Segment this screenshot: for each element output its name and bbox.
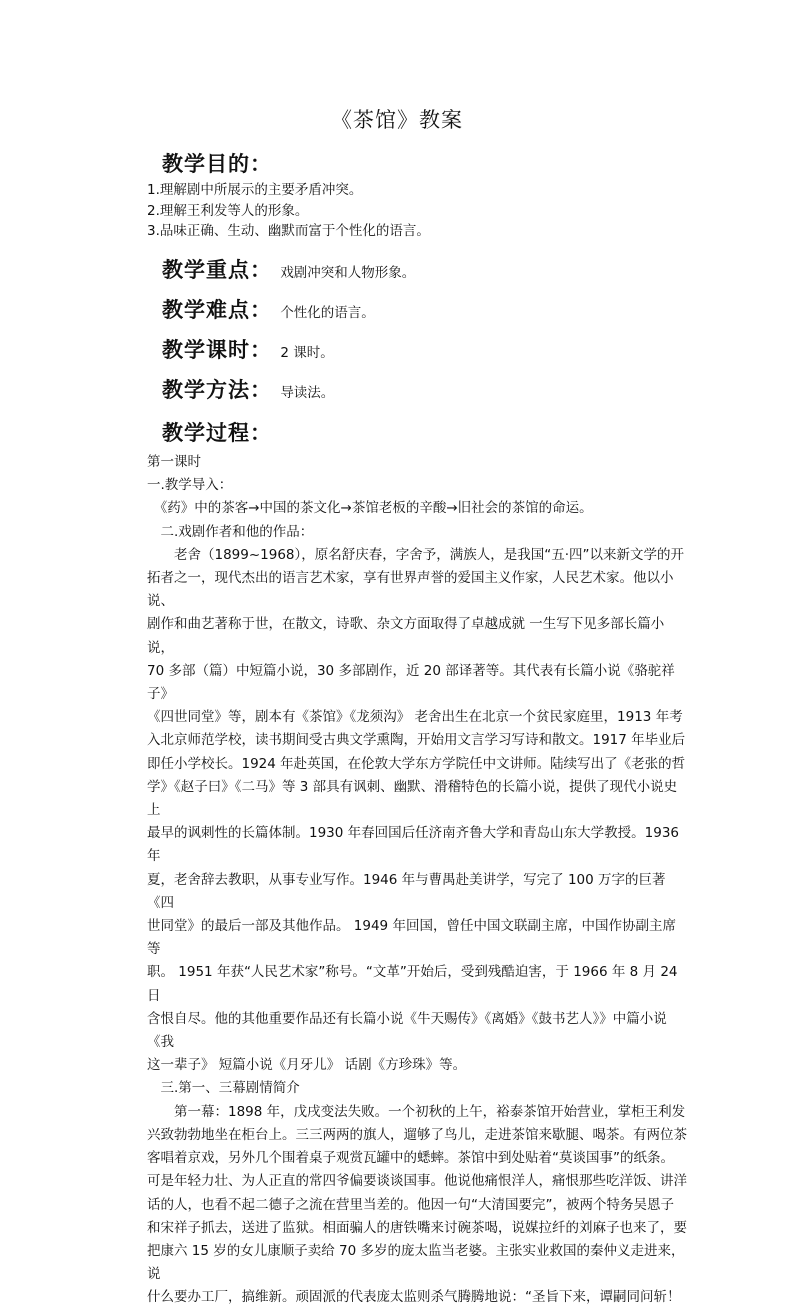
body-line: 三.第一、三幕剧情简介 bbox=[147, 1080, 300, 1097]
body-line: 夏，老舍辞去教职，从事专业写作。1946 年与曹禺赴美讲学，写完了 100 万字的巨著《四 bbox=[147, 871, 666, 911]
body-line: 把康六 15 岁的女儿康顺子卖给 70 多岁的庞太监当老婆。主张实业救国的秦仲义走进来，说 bbox=[147, 1242, 685, 1283]
focus-label: 教学重点： bbox=[162, 258, 272, 282]
body-line: 客唱着京戏，另外几个围着桌子观赏瓦罐中的蟋蟀。茶馆中到处贴着“莫谈国事”的纸条。 bbox=[147, 1150, 674, 1167]
body-line: 拓者之一，现代杰出的语言艺术家，享有世界声誉的爱国主义作家，人民艺术家。他以小说、 bbox=[147, 570, 674, 610]
page-title: 《茶馆》教案 bbox=[331, 108, 463, 132]
difficulty-label: 教学难点： bbox=[162, 298, 272, 322]
body-line: 最早的讽刺性的长篇体制。1930 年春回国后任济南齐鲁大学和青岛山东大学教授。1936 年 bbox=[147, 825, 680, 865]
body-line: 二.戏剧作者和他的作品： bbox=[147, 523, 314, 540]
body-line: 和宋祥子抓去，送进了监狱。相面骗人的唐铁嘴来讨碗茶喝，说媒拉纤的刘麻子也来了，要 bbox=[147, 1219, 687, 1236]
body-line: 即任小学校长。1924 年赴英国，在伦敦大学东方学院任中文讲师。陆续写出了《老张的哲 bbox=[147, 755, 686, 772]
body-line: 可是年轻力壮、为人正直的常四爷偏要谈谈国事。他说他痛恨洋人，痛恨那些吃洋饭、讲洋 bbox=[147, 1173, 687, 1190]
body-line: 什么要办工厂，搞维新。顽固派的代表庞太监则杀气腾腾地说：“圣旨下来，谭嗣同问斩！ bbox=[147, 1289, 681, 1306]
body-line: 老舍（1899~1968），原名舒庆春，字舍予，满族人，是我国“五·四”以来新文学的开 bbox=[147, 546, 685, 563]
body-line: 含恨自尽。他的其他重要作品还有长篇小说《牛天赐传》《离婚》《鼓书艺人》》中篇小说《我 bbox=[147, 1010, 667, 1051]
method-label: 教学方法： bbox=[162, 378, 272, 402]
body-line: 职。 1951 年获“人民艺术家”称号。“文革”开始后，受到残酷迫害，于 1966 年 8 月 24 日 bbox=[147, 964, 678, 1004]
body-line: 剧作和曲艺著称于世，在散文，诗歌、杂文方面取得了卓越成就 一生写下见多部长篇小说， bbox=[147, 616, 665, 656]
body-line: 兴致勃勃地坐在柜台上。三三两两的旗人，遛够了鸟儿，走进茶馆来歇腿、喝茶。有两位茶 bbox=[147, 1126, 687, 1143]
objectives-list bbox=[147, 180, 430, 242]
body-line: 70 多部（篇）中短篇小说，30 多部剧作，近 20 部译著等。其代表有长篇小说《骆驼祥子》 bbox=[147, 662, 675, 703]
focus-value: 戏剧冲突和人物形象。 bbox=[280, 265, 416, 281]
body-line: 《药》中的茶客→中国的茶文化→茶馆老板的辛酸→旧社会的茶馆的命运。 bbox=[147, 500, 593, 517]
hours-value: 2 课时。 bbox=[280, 345, 334, 361]
method-row bbox=[162, 374, 334, 404]
process-body bbox=[147, 451, 687, 1310]
body-line: 第一幕：1898 年，戊戌变法失败。一个初秋的上午，裕泰茶馆开始营业，掌柜王利发 bbox=[147, 1103, 686, 1120]
body-line: 学》《赵子曰》《二马》等 3 部具有讽刺、幽默、滑稽特色的长篇小说，提供了现代小说史上 bbox=[147, 778, 678, 819]
objective-item: 2.理解王利发等人的形象。 bbox=[147, 202, 309, 219]
process-heading: 教学过程： bbox=[162, 421, 272, 445]
focus-row bbox=[162, 254, 415, 284]
objective-item: 1.理解剧中所展示的主要矛盾冲突。 bbox=[147, 182, 363, 198]
body-line: 世同堂》的最后一部及其他作品。 1949 年回国，曾任中国文联副主席，中国作协副主席等 bbox=[147, 918, 676, 958]
body-line: 一.教学导入： bbox=[147, 477, 233, 494]
objectives-heading: 教学目的： bbox=[162, 152, 272, 176]
body-line: 第一课时 bbox=[147, 454, 201, 470]
hours-row bbox=[162, 334, 334, 364]
hours-label: 教学课时： bbox=[162, 338, 272, 362]
difficulty-value: 个性化的语言。 bbox=[280, 305, 375, 321]
difficulty-row bbox=[162, 294, 375, 324]
method-value: 导读法。 bbox=[280, 385, 335, 401]
body-line: 《四世同堂》等，剧本有《茶馆》《龙须沟》 老舍出生在北京一个贫民家庭里，1913 年考 bbox=[147, 709, 683, 726]
body-line: 入北京师范学校，读书期间受古典文学熏陶，开始用文言学习写诗和散文。1917 年毕业后 bbox=[147, 732, 686, 749]
body-line: 话的人，也看不起二德子之流在营里当差的。他因一句“大清国要完”，被两个特务吴恩子 bbox=[147, 1196, 674, 1213]
body-line: 这一辈子》 短篇小说《月牙儿》 话剧《方珍珠》等。 bbox=[147, 1057, 467, 1074]
objective-item: 3.品味正确、生动、幽默而富于个性化的语言。 bbox=[147, 223, 430, 239]
